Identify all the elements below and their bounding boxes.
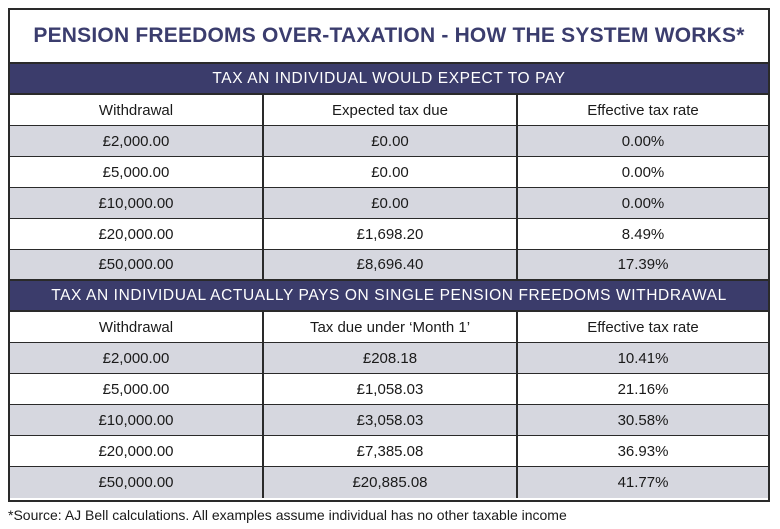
effective-rate-cell: 30.58% — [617, 411, 669, 429]
withdrawal-cell: £2,000.00 — [10, 343, 264, 373]
effective-rate-cell: 41.77% — [617, 474, 669, 491]
table-row — [10, 219, 768, 250]
table-row — [10, 188, 768, 219]
withdrawal-cell: £5,000.00 — [10, 374, 264, 404]
effective-rate-cell: 21.16% — [617, 380, 669, 398]
column-header-withdrawal: Withdrawal — [10, 312, 264, 342]
withdrawal-cell: £2,000.00 — [10, 126, 264, 156]
section-heading-actual: TAX AN INDIVIDUAL ACTUALLY PAYS ON SINGLE PENSION FREEDOMS WITHDRAWAL — [10, 281, 768, 312]
tax-due-cell: £0.00 — [264, 126, 518, 156]
table-row — [10, 405, 768, 436]
withdrawal-cell: £20,000.00 — [10, 436, 264, 466]
column-header-withdrawal: Withdrawal — [10, 95, 264, 125]
column-header-row — [10, 95, 768, 126]
tax-due-cell: £20,885.08 — [264, 467, 518, 498]
table-row — [10, 126, 768, 157]
table-row — [10, 250, 768, 281]
column-header-row — [10, 312, 768, 343]
column-header-effective-rate: Effective tax rate — [587, 318, 699, 336]
withdrawal-cell: £50,000.00 — [10, 467, 264, 498]
withdrawal-cell: £20,000.00 — [10, 219, 264, 249]
withdrawal-cell: £10,000.00 — [10, 405, 264, 435]
section-heading-expected: TAX AN INDIVIDUAL WOULD EXPECT TO PAY — [10, 64, 768, 95]
table-row — [10, 157, 768, 188]
withdrawal-cell: £50,000.00 — [10, 250, 264, 279]
effective-rate-cell: 0.00% — [621, 163, 665, 181]
effective-rate-cell: 8.49% — [621, 225, 665, 243]
tax-due-cell: £1,058.03 — [264, 374, 518, 404]
column-header-month1-tax: Tax due under ‘Month 1’ — [264, 312, 518, 342]
tax-due-cell: £3,058.03 — [264, 405, 518, 435]
effective-rate-cell: 36.93% — [617, 442, 669, 460]
effective-rate-cell: 0.00% — [621, 132, 665, 150]
tax-due-cell: £1,698.20 — [264, 219, 518, 249]
source-footnote: *Source: AJ Bell calculations. All examples assume individual has no other taxable income — [8, 507, 567, 523]
tax-due-cell: £8,696.40 — [264, 250, 518, 279]
table-row — [10, 374, 768, 405]
effective-rate-cell: 10.41% — [617, 349, 669, 367]
column-header-effective-rate: Effective tax rate — [587, 101, 699, 119]
column-header-expected-tax: Expected tax due — [264, 95, 518, 125]
tax-due-cell: £0.00 — [264, 188, 518, 218]
tax-due-cell: £7,385.08 — [264, 436, 518, 466]
withdrawal-cell: £5,000.00 — [10, 157, 264, 187]
effective-rate-cell: 17.39% — [617, 256, 669, 273]
table-title: PENSION FREEDOMS OVER-TAXATION - HOW THE SYSTEM WORKS* — [10, 10, 768, 64]
effective-rate-cell: 0.00% — [621, 194, 665, 212]
table-row — [10, 436, 768, 467]
pension-tax-table — [8, 8, 770, 502]
tax-due-cell: £208.18 — [264, 343, 518, 373]
table-row — [10, 467, 768, 498]
withdrawal-cell: £10,000.00 — [10, 188, 264, 218]
tax-due-cell: £0.00 — [264, 157, 518, 187]
table-row — [10, 343, 768, 374]
